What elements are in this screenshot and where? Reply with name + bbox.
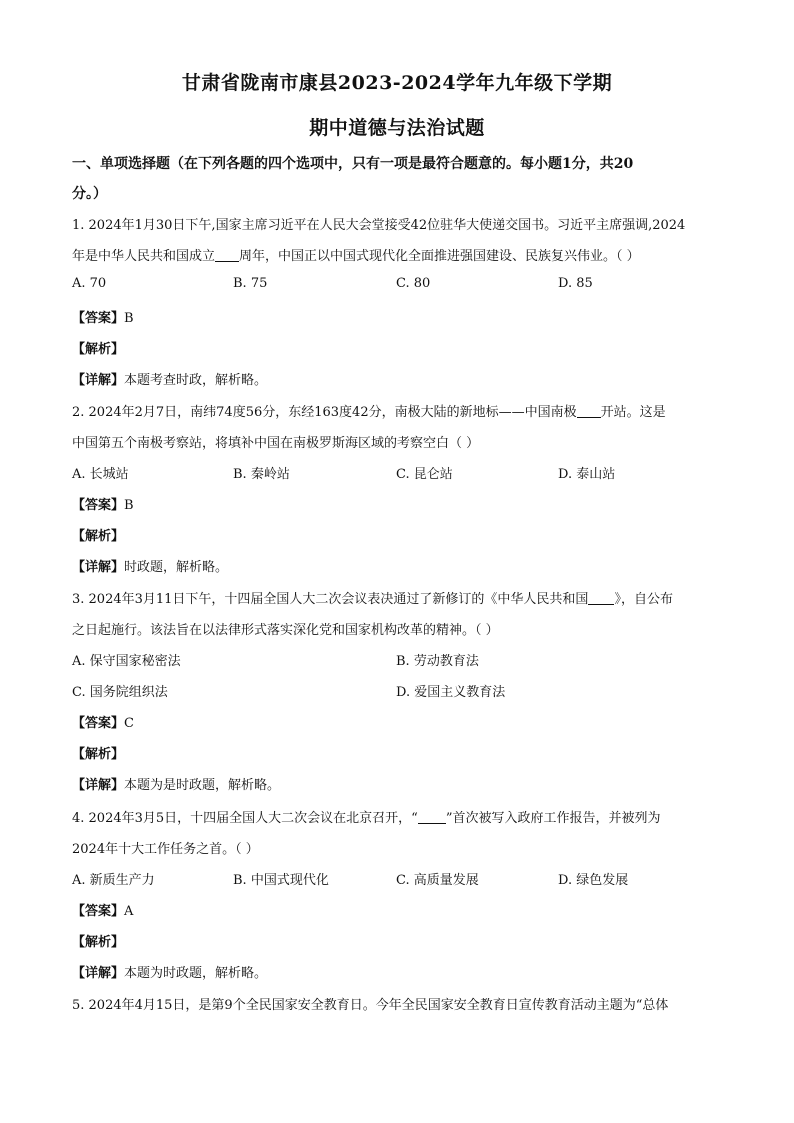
question-1-answer [72, 307, 722, 326]
detail-text: 时政题，解析略。 [124, 560, 229, 575]
document-title: 甘肃省陇南市康县2023-2024学年九年级下学期 [181, 72, 613, 94]
answer-value: B [124, 311, 134, 326]
detail-text: 本题为时政题，解析略。 [124, 966, 268, 981]
question-4-text-a: 4. 2024年3月5日，十四届全国人大二次会议在北京召开，“ [72, 811, 418, 826]
answer-value: B [124, 498, 134, 513]
question-3-line-1 [72, 588, 722, 607]
question-3-answer [72, 712, 722, 731]
question-1-detail [72, 369, 722, 388]
detail-text: 本题为是时政题，解析略。 [124, 778, 281, 793]
answer-label: 【答案】 [72, 498, 125, 513]
question-2-line-1 [72, 401, 722, 420]
question-1-option-a: A. 70 [72, 276, 107, 291]
question-1-option-b: B. 75 [233, 276, 268, 291]
question-2-option-d: D. 泰山站 [558, 467, 616, 482]
detail-label: 【详解】 [72, 373, 125, 388]
question-2-option-b: B. 秦岭站 [233, 467, 290, 482]
fill-blank [418, 811, 446, 824]
question-3-line-2: 之日起施行。该法旨在以法律形式落实深化党和国家机构改革的精神。（ ） [72, 623, 499, 638]
question-4-text-b: ”首次被写入政府工作报告，并被列为 [445, 811, 661, 826]
detail-label: 【详解】 [72, 560, 125, 575]
detail-label: 【详解】 [72, 778, 125, 793]
question-4-answer [72, 900, 722, 919]
answer-label: 【答案】 [72, 311, 125, 326]
answer-label: 【答案】 [72, 904, 125, 919]
question-1-analysis-label: 【解析】 [72, 342, 125, 357]
answer-value: A [124, 904, 134, 919]
question-5-line-1: 5. 2024年4月15日，是第9个全民国家安全教育日。今年全民国家安全教育日宣传教育活动主题为“总体 [72, 998, 669, 1013]
document-subtitle: 期中道德与法治试题 [309, 117, 485, 139]
section-heading: 一、单项选择题（在下列各题的四个选项中，只有一项是最符合题意的。每小题1分，共20 [72, 156, 634, 172]
question-4-analysis-label: 【解析】 [72, 935, 125, 950]
question-4-option-b: B. 中国式现代化 [233, 873, 329, 888]
question-4-option-c: C. 高质量发展 [396, 873, 479, 888]
question-2-detail [72, 556, 722, 575]
question-2-text-b: 开站。这是 [600, 405, 666, 420]
fill-blank [588, 592, 614, 605]
fill-blank [577, 405, 601, 418]
section-heading-cont: 分。） [72, 186, 107, 202]
question-3-option-d: D. 爱国主义教育法 [396, 685, 506, 700]
question-1-option-c: C. 80 [396, 276, 431, 291]
question-4-line-1 [72, 807, 722, 826]
detail-label: 【详解】 [72, 966, 125, 981]
question-3-text-a: 3. 2024年3月11日下午，十四届全国人大二次会议表决通过了新修订的《中华人民共和国 [72, 592, 589, 607]
answer-label: 【答案】 [72, 716, 125, 731]
question-2-line-2: 中国第五个南极考察站，将填补中国在南极罗斯海区域的考察空白（ ） [72, 436, 480, 451]
detail-text: 本题考查时政，解析略。 [124, 373, 268, 388]
question-2-text-a: 2. 2024年2月7日，南纬74度56分，东经163度42分，南极大陆的新地标——中国南极 [72, 405, 577, 420]
question-3-text-b: 》，自公布 [614, 592, 673, 607]
question-4-option-d: D. 绿色发展 [558, 873, 629, 888]
question-3-detail [72, 774, 722, 793]
question-2-option-c: C. 昆仑站 [396, 467, 453, 482]
question-1-line-2 [72, 245, 722, 264]
question-1-line-1: 1. 2024年1月30日下午,国家主席习近平在人民大会堂接受42位驻华大使递交国书。习近平主席强调,2024 [72, 218, 686, 233]
question-1-option-d: D. 85 [558, 276, 593, 291]
answer-value: C [124, 716, 134, 731]
question-3-option-a: A. 保守国家秘密法 [72, 654, 181, 669]
fill-blank [215, 249, 239, 262]
question-1-text-a: 年是中华人民共和国成立 [72, 249, 216, 264]
question-3-option-c: C. 国务院组织法 [72, 685, 168, 700]
question-4-detail [72, 962, 722, 981]
question-2-answer [72, 494, 722, 513]
question-1-text-b: 周年，中国正以中国式现代化全面推进强国建设、民族复兴伟业。（ ） [239, 249, 640, 264]
question-4-line-2: 2024年十大工作任务之首。（ ） [72, 842, 259, 857]
question-2-option-a: A. 长城站 [72, 467, 129, 482]
question-3-analysis-label: 【解析】 [72, 747, 125, 762]
question-2-analysis-label: 【解析】 [72, 529, 125, 544]
question-4-option-a: A. 新质生产力 [72, 873, 155, 888]
question-3-option-b: B. 劳动教育法 [396, 654, 479, 669]
